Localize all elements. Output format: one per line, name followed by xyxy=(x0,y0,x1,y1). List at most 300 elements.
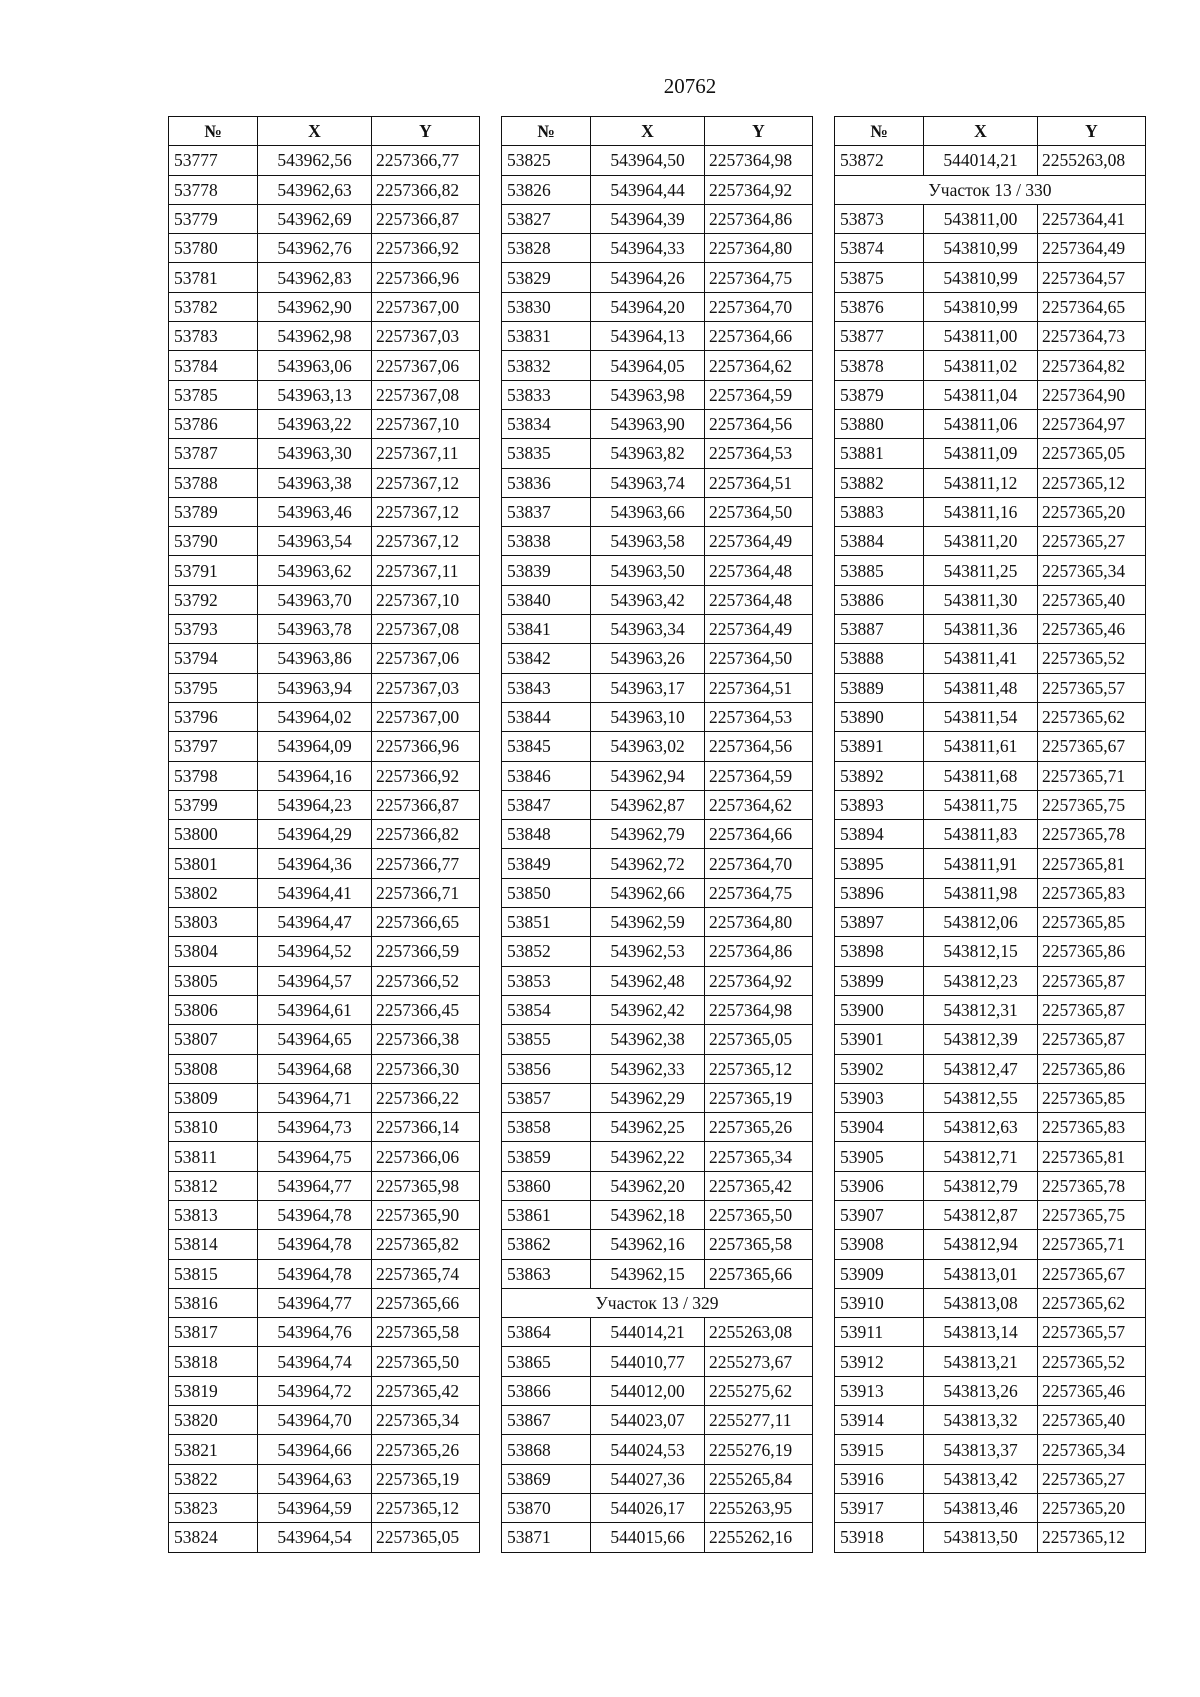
point-number-cell: 53913 xyxy=(835,1376,924,1405)
point-number-cell: 53789 xyxy=(169,497,258,526)
x-coordinate-cell: 543963,70 xyxy=(258,585,372,614)
y-coordinate-cell: 2257364,48 xyxy=(705,585,813,614)
table-header-row xyxy=(502,117,813,146)
table-row xyxy=(502,995,813,1024)
point-number-cell: 53857 xyxy=(502,1083,591,1112)
x-coordinate-cell: 543963,78 xyxy=(258,615,372,644)
x-coordinate-cell: 543963,10 xyxy=(591,702,705,731)
x-coordinate-cell: 544010,77 xyxy=(591,1347,705,1376)
x-coordinate-cell: 543963,13 xyxy=(258,380,372,409)
table-row xyxy=(169,849,480,878)
point-number-cell: 53860 xyxy=(502,1171,591,1200)
x-coordinate-cell: 543964,77 xyxy=(258,1171,372,1200)
x-coordinate-cell: 544015,66 xyxy=(591,1523,705,1552)
point-number-cell: 53883 xyxy=(835,497,924,526)
x-coordinate-cell: 543811,75 xyxy=(924,790,1038,819)
point-number-cell: 53916 xyxy=(835,1464,924,1493)
x-coordinate-cell: 543812,79 xyxy=(924,1171,1038,1200)
y-coordinate-cell: 2257365,74 xyxy=(372,1259,480,1288)
y-coordinate-cell: 2257366,82 xyxy=(372,820,480,849)
table-row xyxy=(169,615,480,644)
y-coordinate-cell: 2257366,30 xyxy=(372,1054,480,1083)
table-row xyxy=(169,1142,480,1171)
x-coordinate-cell: 543964,63 xyxy=(258,1464,372,1493)
y-coordinate-cell: 2257366,52 xyxy=(372,966,480,995)
x-coordinate-cell: 543964,02 xyxy=(258,702,372,731)
y-coordinate-cell: 2257364,62 xyxy=(705,351,813,380)
table-row xyxy=(502,1230,813,1259)
y-coordinate-cell: 2257365,71 xyxy=(1038,1230,1146,1259)
point-number-cell: 53836 xyxy=(502,468,591,497)
table-row xyxy=(502,615,813,644)
x-coordinate-cell: 543962,66 xyxy=(591,878,705,907)
point-number-cell: 53904 xyxy=(835,1113,924,1142)
point-number-cell: 53841 xyxy=(502,615,591,644)
table-row xyxy=(502,468,813,497)
point-number-cell: 53867 xyxy=(502,1406,591,1435)
y-coordinate-cell: 2257365,66 xyxy=(372,1288,480,1317)
table-row xyxy=(835,995,1146,1024)
y-coordinate-cell: 2255263,95 xyxy=(705,1493,813,1522)
x-coordinate-cell: 543811,00 xyxy=(924,204,1038,233)
point-number-cell: 53876 xyxy=(835,292,924,321)
x-coordinate-cell: 543964,29 xyxy=(258,820,372,849)
y-coordinate-cell: 2257365,87 xyxy=(1038,1025,1146,1054)
point-number-cell: 53802 xyxy=(169,878,258,907)
y-coordinate-cell: 2257365,58 xyxy=(705,1230,813,1259)
table-row xyxy=(502,380,813,409)
y-coordinate-cell: 2257364,70 xyxy=(705,292,813,321)
y-coordinate-cell: 2257364,41 xyxy=(1038,204,1146,233)
header-x: X xyxy=(591,117,705,146)
y-coordinate-cell: 2257365,66 xyxy=(705,1259,813,1288)
point-number-cell: 53817 xyxy=(169,1318,258,1347)
table-row xyxy=(835,1376,1146,1405)
y-coordinate-cell: 2255263,08 xyxy=(1038,146,1146,175)
y-coordinate-cell: 2257364,56 xyxy=(705,409,813,438)
table-row xyxy=(835,146,1146,175)
y-coordinate-cell: 2257367,12 xyxy=(372,468,480,497)
x-coordinate-cell: 544012,00 xyxy=(591,1376,705,1405)
point-number-cell: 53912 xyxy=(835,1347,924,1376)
table-row xyxy=(835,1259,1146,1288)
table-row xyxy=(169,351,480,380)
point-number-cell: 53888 xyxy=(835,644,924,673)
x-coordinate-cell: 543811,04 xyxy=(924,380,1038,409)
y-coordinate-cell: 2257365,62 xyxy=(1038,702,1146,731)
table-row xyxy=(502,732,813,761)
point-number-cell: 53855 xyxy=(502,1025,591,1054)
table-row xyxy=(169,644,480,673)
x-coordinate-cell: 543812,87 xyxy=(924,1200,1038,1229)
x-coordinate-cell: 544026,17 xyxy=(591,1493,705,1522)
table-row xyxy=(502,292,813,321)
table-row xyxy=(502,1259,813,1288)
point-number-cell: 53918 xyxy=(835,1523,924,1552)
x-coordinate-cell: 543963,62 xyxy=(258,556,372,585)
point-number-cell: 53893 xyxy=(835,790,924,819)
point-number-cell: 53818 xyxy=(169,1347,258,1376)
table-row xyxy=(835,1435,1146,1464)
point-number-cell: 53900 xyxy=(835,995,924,1024)
x-coordinate-cell: 543963,26 xyxy=(591,644,705,673)
table-row xyxy=(169,1288,480,1317)
table-row xyxy=(835,351,1146,380)
point-number-cell: 53884 xyxy=(835,527,924,556)
y-coordinate-cell: 2257364,70 xyxy=(705,849,813,878)
y-coordinate-cell: 2257365,27 xyxy=(1038,1464,1146,1493)
point-number-cell: 53815 xyxy=(169,1259,258,1288)
y-coordinate-cell: 2257365,81 xyxy=(1038,1142,1146,1171)
table-row xyxy=(169,790,480,819)
x-coordinate-cell: 543963,90 xyxy=(591,409,705,438)
y-coordinate-cell: 2257365,26 xyxy=(372,1435,480,1464)
y-coordinate-cell: 2257366,06 xyxy=(372,1142,480,1171)
table-row xyxy=(502,322,813,351)
x-coordinate-cell: 543962,63 xyxy=(258,175,372,204)
point-number-cell: 53853 xyxy=(502,966,591,995)
table-row xyxy=(169,1230,480,1259)
point-number-cell: 53909 xyxy=(835,1259,924,1288)
table-row xyxy=(502,1083,813,1112)
point-number-cell: 53839 xyxy=(502,556,591,585)
point-number-cell: 53783 xyxy=(169,322,258,351)
y-coordinate-cell: 2257365,42 xyxy=(372,1376,480,1405)
point-number-cell: 53880 xyxy=(835,409,924,438)
y-coordinate-cell: 2257365,27 xyxy=(1038,527,1146,556)
x-coordinate-cell: 543963,02 xyxy=(591,732,705,761)
point-number-cell: 53908 xyxy=(835,1230,924,1259)
x-coordinate-cell: 543964,26 xyxy=(591,263,705,292)
table-row xyxy=(835,732,1146,761)
point-number-cell: 53797 xyxy=(169,732,258,761)
x-coordinate-cell: 543964,76 xyxy=(258,1318,372,1347)
y-coordinate-cell: 2257365,78 xyxy=(1038,1171,1146,1200)
table-row xyxy=(502,937,813,966)
point-number-cell: 53827 xyxy=(502,204,591,233)
point-number-cell: 53793 xyxy=(169,615,258,644)
x-coordinate-cell: 543964,16 xyxy=(258,761,372,790)
y-coordinate-cell: 2255277,11 xyxy=(705,1406,813,1435)
x-coordinate-cell: 543962,90 xyxy=(258,292,372,321)
x-coordinate-cell: 543964,50 xyxy=(591,146,705,175)
table-row xyxy=(502,146,813,175)
y-coordinate-cell: 2257365,19 xyxy=(705,1083,813,1112)
point-number-cell: 53902 xyxy=(835,1054,924,1083)
y-coordinate-cell: 2257365,34 xyxy=(705,1142,813,1171)
point-number-cell: 53807 xyxy=(169,1025,258,1054)
x-coordinate-cell: 544023,07 xyxy=(591,1406,705,1435)
table-row xyxy=(835,292,1146,321)
table-row xyxy=(169,702,480,731)
table-row xyxy=(835,1171,1146,1200)
point-number-cell: 53803 xyxy=(169,908,258,937)
table-row xyxy=(835,556,1146,585)
point-number-cell: 53901 xyxy=(835,1025,924,1054)
table-row xyxy=(835,937,1146,966)
point-number-cell: 53858 xyxy=(502,1113,591,1142)
y-coordinate-cell: 2257364,92 xyxy=(705,175,813,204)
table-row xyxy=(169,1406,480,1435)
y-coordinate-cell: 2257366,92 xyxy=(372,761,480,790)
y-coordinate-cell: 2257366,14 xyxy=(372,1113,480,1142)
point-number-cell: 53820 xyxy=(169,1406,258,1435)
x-coordinate-cell: 543964,23 xyxy=(258,790,372,819)
point-number-cell: 53809 xyxy=(169,1083,258,1112)
table-row xyxy=(169,1025,480,1054)
x-coordinate-cell: 543963,82 xyxy=(591,439,705,468)
y-coordinate-cell: 2257365,42 xyxy=(705,1171,813,1200)
point-number-cell: 53891 xyxy=(835,732,924,761)
table-row xyxy=(502,673,813,702)
y-coordinate-cell: 2257366,96 xyxy=(372,732,480,761)
y-coordinate-cell: 2257364,98 xyxy=(705,995,813,1024)
section-title: Участок 13 / 330 xyxy=(835,175,1146,204)
x-coordinate-cell: 543962,56 xyxy=(258,146,372,175)
table-row xyxy=(502,527,813,556)
table-row xyxy=(169,1347,480,1376)
point-number-cell: 53798 xyxy=(169,761,258,790)
table-row xyxy=(502,790,813,819)
point-number-cell: 53872 xyxy=(835,146,924,175)
y-coordinate-cell: 2257365,12 xyxy=(372,1493,480,1522)
x-coordinate-cell: 543811,09 xyxy=(924,439,1038,468)
x-coordinate-cell: 543811,48 xyxy=(924,673,1038,702)
table-row xyxy=(835,615,1146,644)
y-coordinate-cell: 2255275,62 xyxy=(705,1376,813,1405)
table-row xyxy=(502,908,813,937)
point-number-cell: 53906 xyxy=(835,1171,924,1200)
table-row xyxy=(835,1083,1146,1112)
x-coordinate-cell: 543964,75 xyxy=(258,1142,372,1171)
x-coordinate-cell: 543962,76 xyxy=(258,234,372,263)
point-number-cell: 53823 xyxy=(169,1493,258,1522)
y-coordinate-cell: 2257364,50 xyxy=(705,497,813,526)
y-coordinate-cell: 2257365,34 xyxy=(1038,1435,1146,1464)
point-number-cell: 53871 xyxy=(502,1523,591,1552)
y-coordinate-cell: 2257366,59 xyxy=(372,937,480,966)
y-coordinate-cell: 2257367,00 xyxy=(372,702,480,731)
point-number-cell: 53813 xyxy=(169,1200,258,1229)
section-row xyxy=(502,1288,813,1317)
x-coordinate-cell: 543964,05 xyxy=(591,351,705,380)
point-number-cell: 53795 xyxy=(169,673,258,702)
x-coordinate-cell: 543962,29 xyxy=(591,1083,705,1112)
y-coordinate-cell: 2257364,75 xyxy=(705,878,813,907)
y-coordinate-cell: 2257365,12 xyxy=(1038,1523,1146,1552)
point-number-cell: 53822 xyxy=(169,1464,258,1493)
table-row xyxy=(169,966,480,995)
point-number-cell: 53894 xyxy=(835,820,924,849)
table-header-row xyxy=(835,117,1146,146)
x-coordinate-cell: 543964,41 xyxy=(258,878,372,907)
y-coordinate-cell: 2257365,81 xyxy=(1038,849,1146,878)
point-number-cell: 53878 xyxy=(835,351,924,380)
point-number-cell: 53825 xyxy=(502,146,591,175)
x-coordinate-cell: 543962,33 xyxy=(591,1054,705,1083)
x-coordinate-cell: 543964,68 xyxy=(258,1054,372,1083)
y-coordinate-cell: 2257366,71 xyxy=(372,878,480,907)
x-coordinate-cell: 543811,30 xyxy=(924,585,1038,614)
y-coordinate-cell: 2257367,00 xyxy=(372,292,480,321)
x-coordinate-cell: 543962,69 xyxy=(258,204,372,233)
table-row xyxy=(835,439,1146,468)
point-number-cell: 53837 xyxy=(502,497,591,526)
y-coordinate-cell: 2257364,86 xyxy=(705,937,813,966)
y-coordinate-cell: 2257365,67 xyxy=(1038,732,1146,761)
y-coordinate-cell: 2257365,05 xyxy=(705,1025,813,1054)
x-coordinate-cell: 543963,17 xyxy=(591,673,705,702)
table-row xyxy=(169,673,480,702)
table-row xyxy=(835,234,1146,263)
y-coordinate-cell: 2257367,08 xyxy=(372,380,480,409)
x-coordinate-cell: 543964,78 xyxy=(258,1200,372,1229)
point-number-cell: 53846 xyxy=(502,761,591,790)
table-row xyxy=(835,1025,1146,1054)
table-row xyxy=(835,702,1146,731)
y-coordinate-cell: 2257364,57 xyxy=(1038,263,1146,292)
y-coordinate-cell: 2257365,83 xyxy=(1038,1113,1146,1142)
point-number-cell: 53788 xyxy=(169,468,258,497)
table-row xyxy=(835,1347,1146,1376)
point-number-cell: 53779 xyxy=(169,204,258,233)
x-coordinate-cell: 543962,72 xyxy=(591,849,705,878)
y-coordinate-cell: 2257365,62 xyxy=(1038,1288,1146,1317)
y-coordinate-cell: 2257365,86 xyxy=(1038,937,1146,966)
point-number-cell: 53879 xyxy=(835,380,924,409)
point-number-cell: 53790 xyxy=(169,527,258,556)
y-coordinate-cell: 2257365,85 xyxy=(1038,908,1146,937)
y-coordinate-cell: 2257364,56 xyxy=(705,732,813,761)
x-coordinate-cell: 543812,23 xyxy=(924,966,1038,995)
x-coordinate-cell: 543964,13 xyxy=(591,322,705,351)
y-coordinate-cell: 2257365,12 xyxy=(705,1054,813,1083)
x-coordinate-cell: 543963,94 xyxy=(258,673,372,702)
x-coordinate-cell: 543811,54 xyxy=(924,702,1038,731)
header-y: Y xyxy=(705,117,813,146)
y-coordinate-cell: 2255273,67 xyxy=(705,1347,813,1376)
point-number-cell: 53882 xyxy=(835,468,924,497)
y-coordinate-cell: 2257364,65 xyxy=(1038,292,1146,321)
x-coordinate-cell: 543811,25 xyxy=(924,556,1038,585)
point-number-cell: 53829 xyxy=(502,263,591,292)
y-coordinate-cell: 2257364,59 xyxy=(705,380,813,409)
x-coordinate-cell: 543813,26 xyxy=(924,1376,1038,1405)
x-coordinate-cell: 543964,61 xyxy=(258,995,372,1024)
y-coordinate-cell: 2257365,87 xyxy=(1038,966,1146,995)
point-number-cell: 53780 xyxy=(169,234,258,263)
y-coordinate-cell: 2257365,12 xyxy=(1038,468,1146,497)
point-number-cell: 53863 xyxy=(502,1259,591,1288)
y-coordinate-cell: 2257364,51 xyxy=(705,673,813,702)
y-coordinate-cell: 2257365,82 xyxy=(372,1230,480,1259)
y-coordinate-cell: 2257365,71 xyxy=(1038,761,1146,790)
point-number-cell: 53914 xyxy=(835,1406,924,1435)
table-row xyxy=(835,409,1146,438)
point-number-cell: 53854 xyxy=(502,995,591,1024)
y-coordinate-cell: 2257366,96 xyxy=(372,263,480,292)
y-coordinate-cell: 2257364,80 xyxy=(705,908,813,937)
y-coordinate-cell: 2257367,11 xyxy=(372,439,480,468)
table-row xyxy=(169,908,480,937)
point-number-cell: 53862 xyxy=(502,1230,591,1259)
point-number-cell: 53910 xyxy=(835,1288,924,1317)
point-number-cell: 53805 xyxy=(169,966,258,995)
point-number-cell: 53885 xyxy=(835,556,924,585)
table-row xyxy=(502,234,813,263)
table-row xyxy=(169,732,480,761)
point-number-cell: 53804 xyxy=(169,937,258,966)
table-row xyxy=(835,849,1146,878)
point-number-cell: 53905 xyxy=(835,1142,924,1171)
table-row xyxy=(502,497,813,526)
table-row xyxy=(835,1493,1146,1522)
point-number-cell: 53824 xyxy=(169,1523,258,1552)
point-number-cell: 53785 xyxy=(169,380,258,409)
x-coordinate-cell: 543962,38 xyxy=(591,1025,705,1054)
point-number-cell: 53806 xyxy=(169,995,258,1024)
point-number-cell: 53786 xyxy=(169,409,258,438)
y-coordinate-cell: 2255262,16 xyxy=(705,1523,813,1552)
y-coordinate-cell: 2257366,87 xyxy=(372,790,480,819)
table-row xyxy=(835,527,1146,556)
y-coordinate-cell: 2257366,82 xyxy=(372,175,480,204)
x-coordinate-cell: 543813,21 xyxy=(924,1347,1038,1376)
point-number-cell: 53892 xyxy=(835,761,924,790)
point-number-cell: 53792 xyxy=(169,585,258,614)
y-coordinate-cell: 2257365,75 xyxy=(1038,790,1146,819)
x-coordinate-cell: 543811,68 xyxy=(924,761,1038,790)
x-coordinate-cell: 543962,25 xyxy=(591,1113,705,1142)
table-row xyxy=(835,585,1146,614)
y-coordinate-cell: 2257367,06 xyxy=(372,644,480,673)
table-row xyxy=(835,497,1146,526)
table-row xyxy=(169,497,480,526)
table-row xyxy=(835,1054,1146,1083)
table-row xyxy=(169,146,480,175)
point-number-cell: 53808 xyxy=(169,1054,258,1083)
y-coordinate-cell: 2257366,65 xyxy=(372,908,480,937)
point-number-cell: 53877 xyxy=(835,322,924,351)
point-number-cell: 53861 xyxy=(502,1200,591,1229)
x-coordinate-cell: 543811,16 xyxy=(924,497,1038,526)
x-coordinate-cell: 544014,21 xyxy=(591,1318,705,1347)
x-coordinate-cell: 543962,42 xyxy=(591,995,705,1024)
point-number-cell: 53847 xyxy=(502,790,591,819)
y-coordinate-cell: 2257365,20 xyxy=(1038,497,1146,526)
y-coordinate-cell: 2257365,83 xyxy=(1038,878,1146,907)
table-row xyxy=(169,1200,480,1229)
point-number-cell: 53875 xyxy=(835,263,924,292)
table-row xyxy=(502,1523,813,1552)
y-coordinate-cell: 2257364,59 xyxy=(705,761,813,790)
x-coordinate-cell: 543964,59 xyxy=(258,1493,372,1522)
y-coordinate-cell: 2257366,22 xyxy=(372,1083,480,1112)
y-coordinate-cell: 2257365,90 xyxy=(372,1200,480,1229)
x-coordinate-cell: 543811,20 xyxy=(924,527,1038,556)
y-coordinate-cell: 2257365,50 xyxy=(372,1347,480,1376)
x-coordinate-cell: 543963,58 xyxy=(591,527,705,556)
y-coordinate-cell: 2257366,77 xyxy=(372,146,480,175)
y-coordinate-cell: 2257366,92 xyxy=(372,234,480,263)
header-x: X xyxy=(924,117,1038,146)
point-number-cell: 53782 xyxy=(169,292,258,321)
y-coordinate-cell: 2257365,75 xyxy=(1038,1200,1146,1229)
x-coordinate-cell: 543811,83 xyxy=(924,820,1038,849)
y-coordinate-cell: 2257365,57 xyxy=(1038,673,1146,702)
table-row xyxy=(835,204,1146,233)
table-row xyxy=(835,878,1146,907)
